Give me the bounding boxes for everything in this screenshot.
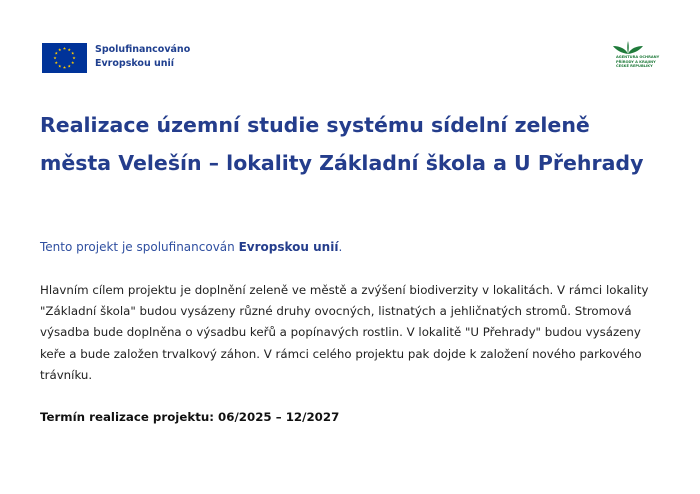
eu-cofinance-label — [95, 43, 190, 71]
eu-label-line1: Spolufinancováno — [95, 44, 191, 55]
agency-line2: PŘÍRODY A KRAJINY — [616, 59, 656, 64]
eu-label-line2: Evropskou unií — [95, 58, 175, 69]
page-title: Realizace územní studie systému sídelní zeleně města Velešín – lokality Základní škola a U Přehrady — [40, 113, 644, 175]
cofinance-prefix: Tento projekt je spolufinancován — [40, 240, 239, 254]
agency-leaf-logo-icon — [610, 40, 646, 55]
agency-line3: ČESKÉ REPUBLIKY — [616, 64, 653, 69]
eu-flag-icon — [42, 43, 87, 73]
cofinance-suffix: . — [338, 240, 343, 254]
project-term: Termín realizace projektu: 06/2025 – 12/2027 — [40, 410, 340, 424]
project-description: Hlavním cílem projektu je doplnění zeleně ve městě a zvýšení biodiverzity v lokalitách. V rámci lokality "Základní škola" budou vysázeny různé druhy ovocných, listnatých a jehličnatých stromů. Stromová výsadba bude doplněna o výsadbu keřů a popínavých rostlin. V lokalitě "U Přehrady" budou vysázeny keře a bude založen trvalkový záhon. V rámci celého projektu pak dojde k založení nového parkového trávníku. — [40, 283, 649, 382]
cofinance-note — [40, 239, 342, 255]
cofinance-emphasis: Evropskou unií — [238, 240, 339, 254]
agency-line1: AGENTURA OCHRANY — [616, 55, 660, 59]
agency-logo — [598, 40, 658, 88]
agency-logo-text — [616, 55, 659, 69]
